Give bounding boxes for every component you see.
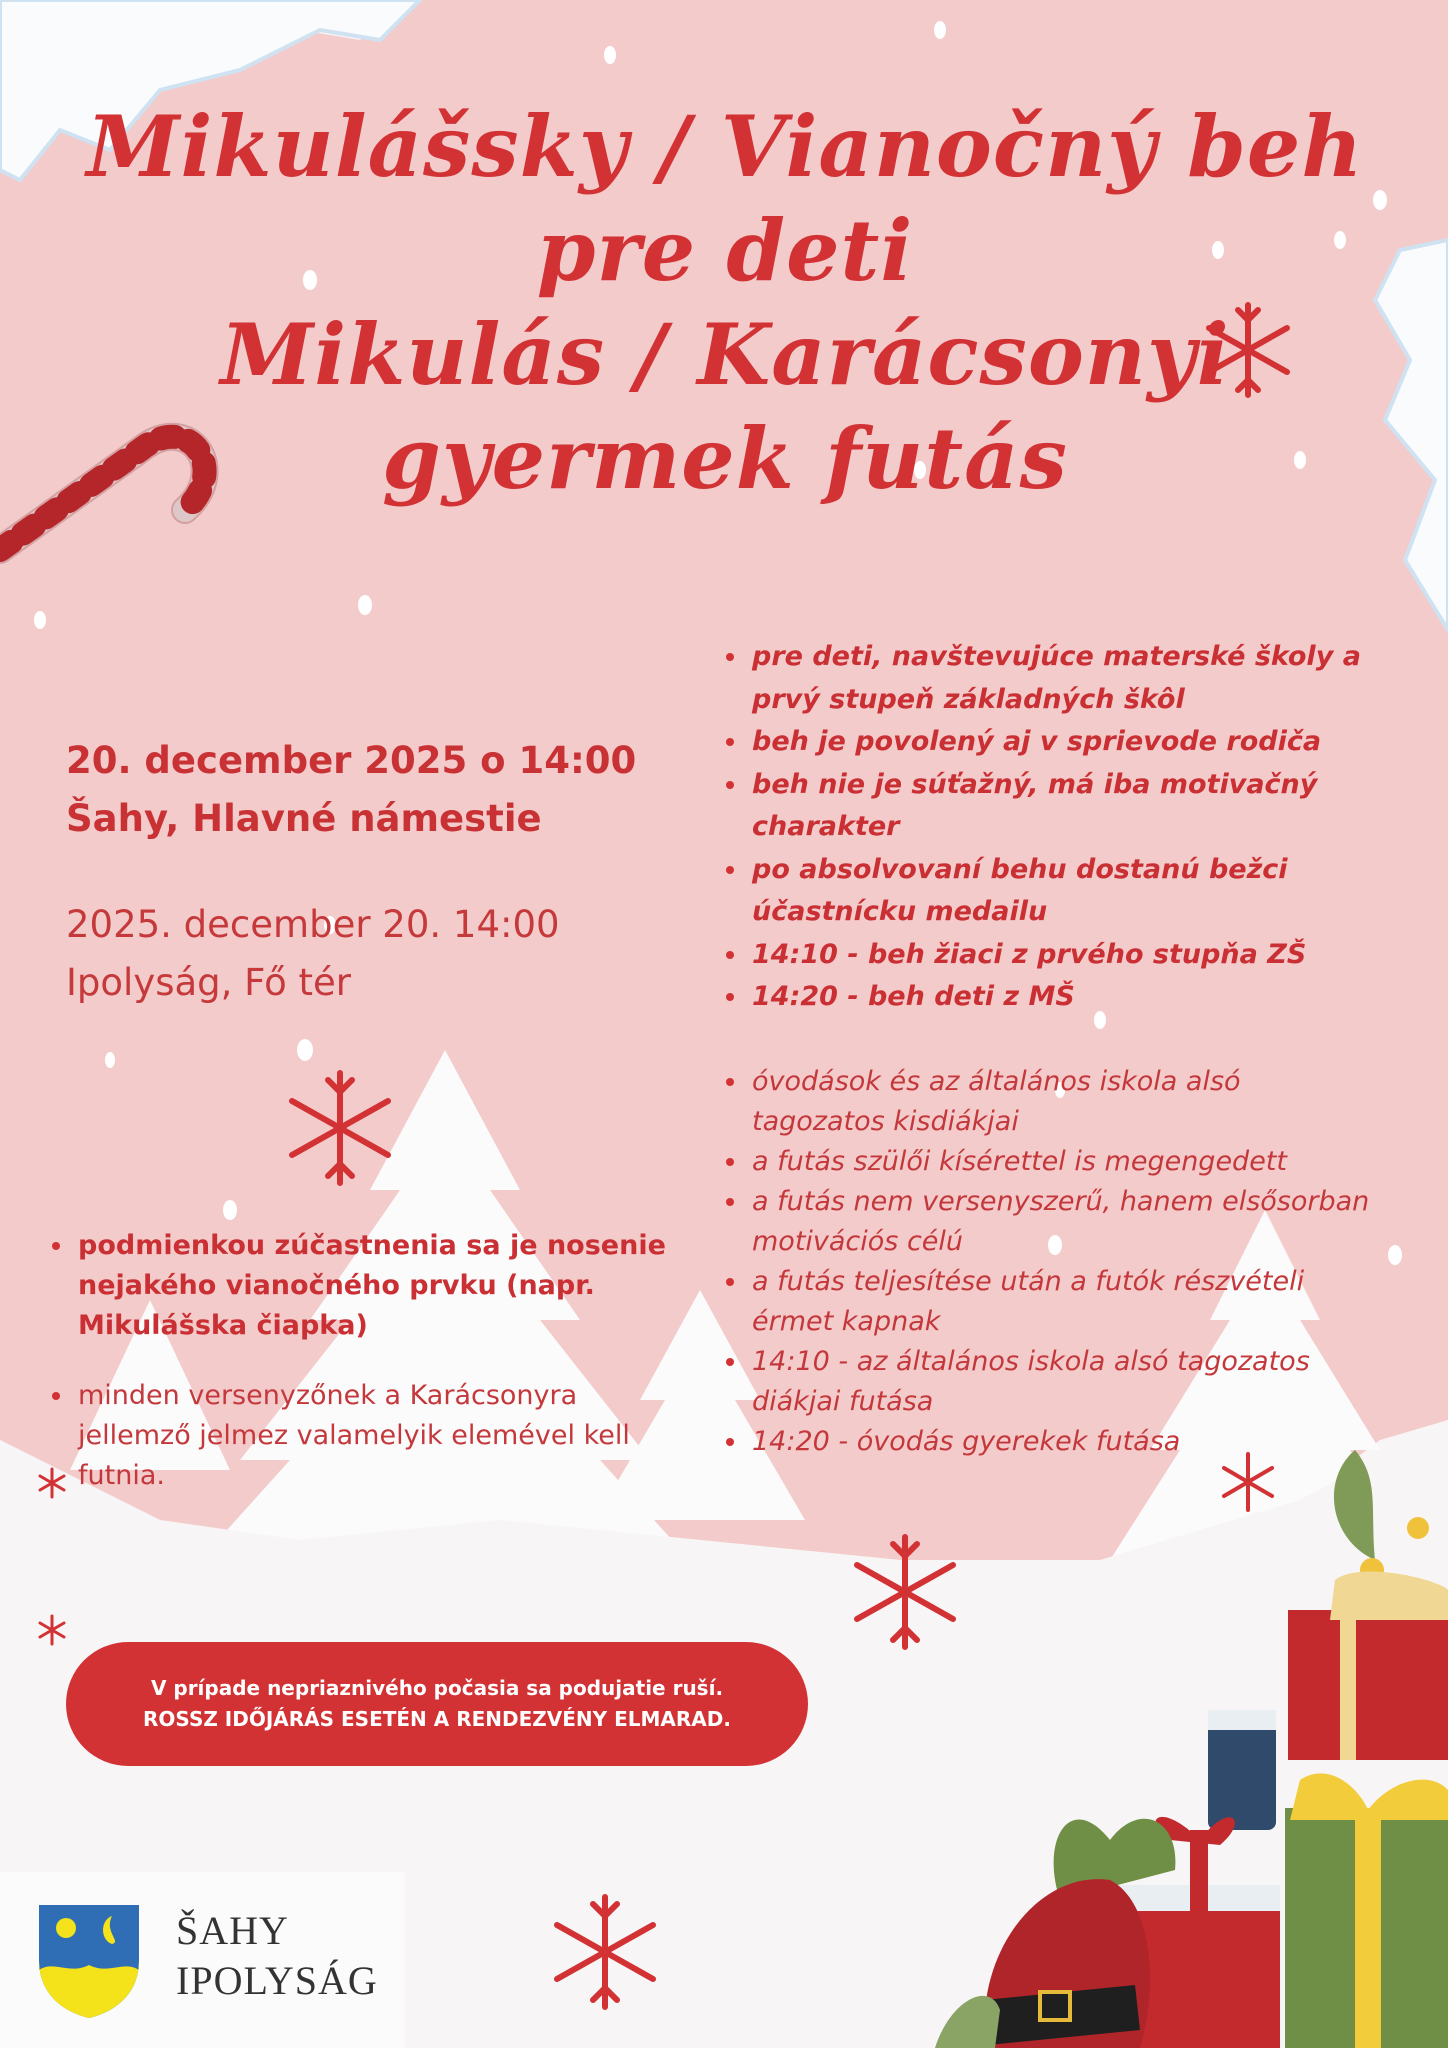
title-line-hu-2: gyermek futás xyxy=(382,409,1068,508)
event-details-sk xyxy=(66,732,686,848)
event-place-sk: Šahy, Hlavné námestie xyxy=(66,797,542,840)
list-item: a futás teljesítése után a futók részvételi érmet kapnak xyxy=(722,1262,1372,1342)
requirement-sk xyxy=(48,1226,688,1346)
list-item: pre deti, navštevujúce materské školy a prvý stupeň základných škôl xyxy=(722,636,1372,721)
coat-of-arms-icon xyxy=(34,1900,144,2020)
title-line-sk: Mikulášsky / Vianočný beh xyxy=(86,97,1364,196)
event-datetime-sk: 20. december 2025 o 14:00 xyxy=(66,739,637,782)
list-item: a futás nem versenyszerű, hanem elsősorban motivációs célú xyxy=(722,1182,1372,1262)
list-item: 14:20 - óvodás gyerekek futása xyxy=(722,1422,1372,1462)
weather-notice-hu: ROSSZ IDŐJÁRÁS ESETÉN A RENDEZVÉNY ELMARAD. xyxy=(143,1707,731,1731)
list-item: po absolvovaní behu dostanú bežci účastnícku medailu xyxy=(722,849,1372,934)
weather-notice-sk: V prípade nepriaznivého počasia sa podujatie ruší. xyxy=(150,1676,724,1700)
weather-notice-banner xyxy=(66,1642,808,1766)
town-name xyxy=(176,1906,378,2006)
list-item: 14:20 - beh deti z MŠ xyxy=(722,976,1372,1019)
list-item: óvodások és az általános iskola alsó tagozatos kisdiákjai xyxy=(722,1062,1372,1142)
event-details-hu xyxy=(66,896,686,1012)
town-name-hu: IPOLYSÁG xyxy=(176,1958,378,2003)
list-item: beh je povolený aj v sprievode rodiča xyxy=(722,721,1372,764)
list-item: a futás szülői kísérettel is megengedett xyxy=(722,1142,1372,1182)
info-list-sk xyxy=(722,636,1372,1019)
list-item: minden versenyzőnek a Karácsonyra jellemző jelmez valamelyik elemével kell futnia. xyxy=(48,1376,688,1496)
requirement-hu xyxy=(48,1376,688,1496)
town-logo-area xyxy=(0,1872,405,2048)
title-line-hu: Mikulás / Karácsonyi xyxy=(220,305,1230,404)
title-line-sk-2: pre deti xyxy=(536,201,914,300)
event-place-hu: Ipolyság, Fő tér xyxy=(66,961,352,1004)
list-item: 14:10 - az általános iskola alsó tagozatos diákjai futása xyxy=(722,1342,1372,1422)
event-title xyxy=(60,95,1390,511)
info-list-hu xyxy=(722,1062,1372,1462)
list-item: beh nie je súťažný, má iba motivačný charakter xyxy=(722,764,1372,849)
town-name-sk: ŠAHY xyxy=(176,1908,289,1953)
event-datetime-hu: 2025. december 20. 14:00 xyxy=(66,903,560,946)
list-item: podmienkou zúčastnenia sa je nosenie nejakého vianočného prvku (napr. Mikulášska čiapka) xyxy=(48,1226,688,1346)
list-item: 14:10 - beh žiaci z prvého stupňa ZŠ xyxy=(722,934,1372,977)
